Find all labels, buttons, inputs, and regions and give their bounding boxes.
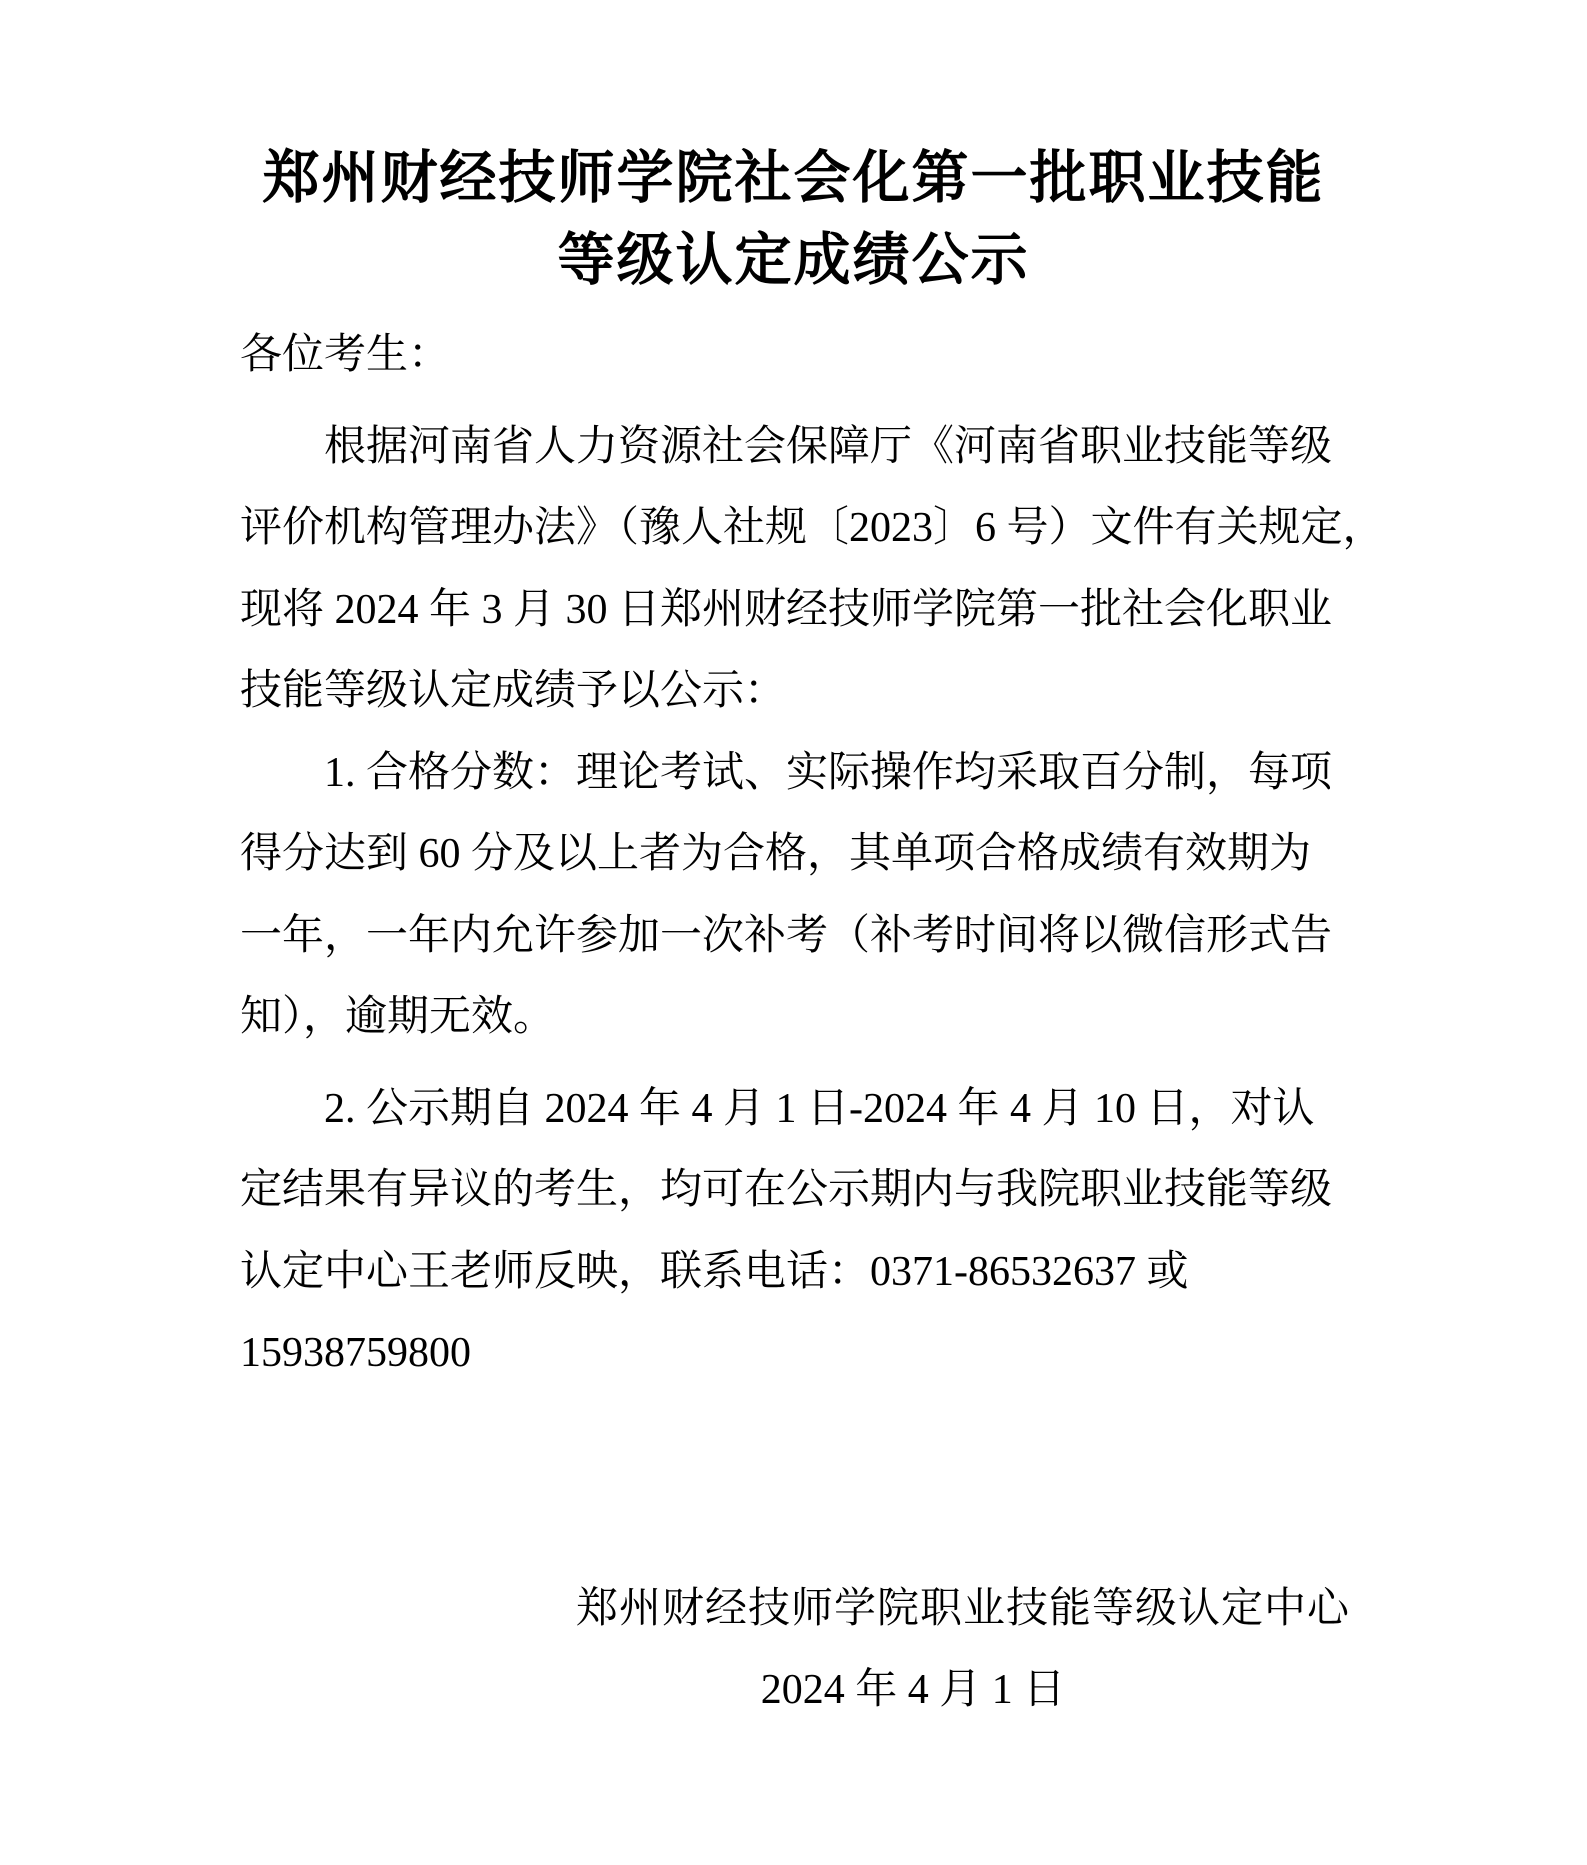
issue-date: 2024 年 4 月 1 日 xyxy=(760,1667,1066,1713)
body-line: 得分达到 60 分及以上者为合格，其单项合格成绩有效期为 xyxy=(240,831,1312,877)
body-line: 2. 公示期自 2024 年 4 月 1 日-2024 年 4 月 10 日，对认 xyxy=(324,1085,1315,1132)
body-line: 15938759800 xyxy=(240,1330,471,1376)
salutation: 各位考生： xyxy=(240,332,451,378)
document-title xyxy=(0,138,1587,302)
issuer-signature: 郑州财经技师学院职业技能等级认定中心 xyxy=(575,1585,1350,1632)
paragraph-item-1 xyxy=(240,733,1364,1059)
body-line: 1. 合格分数：理论考试、实际操作均采取百分制，每项 xyxy=(324,749,1333,796)
body-line: 知），逾期无效。 xyxy=(240,994,556,1040)
title-line-2: 等级认定成绩公示 xyxy=(557,229,1030,292)
body-line: 现将 2024 年 3 月 30 日郑州财经技师学院第一批社会化职业 xyxy=(240,586,1333,633)
body-line: 评价机构管理办法》（豫人社规〔2023〕6 号）文件有关规定， xyxy=(240,505,1385,551)
signature-block xyxy=(240,1569,1364,1732)
body-line: 根据河南省人力资源社会保障厅《河南省职业技能等级 xyxy=(324,423,1333,470)
body-line: 技能等级认定成绩予以公示： xyxy=(240,668,787,714)
body-line: 一年，一年内允许参加一次补考（补考时间将以微信形式告 xyxy=(240,912,1333,959)
body-line: 定结果有异议的考生，均可在公示期内与我院职业技能等级 xyxy=(240,1167,1333,1213)
title-line-1: 郑州财经技师学院社会化第一批职业技能 xyxy=(262,147,1325,210)
paragraph-intro xyxy=(240,407,1385,733)
body-line: 认定中心王老师反映，联系电话：0371-86532637 或 xyxy=(240,1248,1189,1295)
document-body xyxy=(240,315,1385,1732)
paragraph-item-2 xyxy=(240,1069,1364,1395)
